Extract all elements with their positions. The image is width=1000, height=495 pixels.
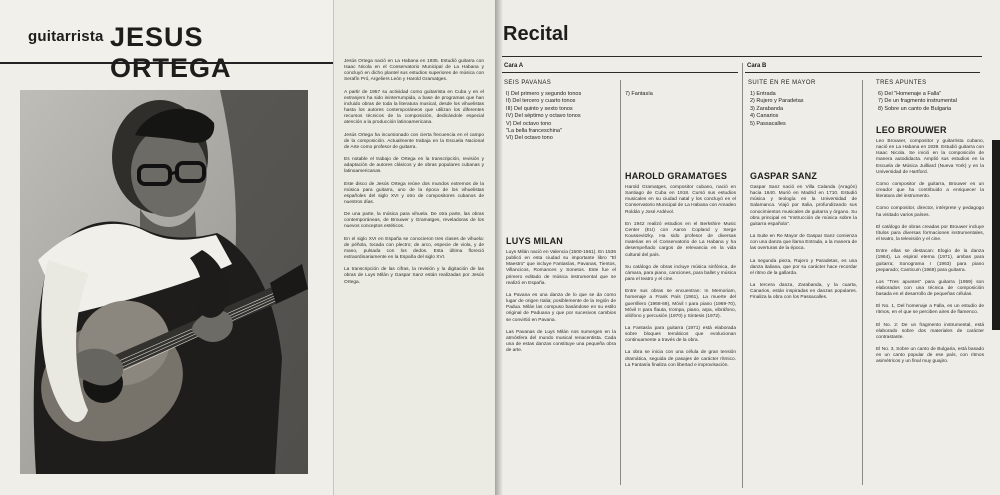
gaspar-paragraph-2: La Suite en Re Mayor de Gaspar Sanz comienza con una danza que llama Entrada, a la manera de las overturas de la época. xyxy=(750,234,857,252)
leo-paragraph-1: Leo Brouwer, compositor y guitarrista cubano, nació en La Habana en 1939. Estudió guitarra con Isaac Nicola. Se inició en la composición de manera autodidacta. Amplió sus estudios en la Escuela de Música Juilliard (Nueva York) y en la Universidad de Hartford. xyxy=(876,139,984,175)
gaspar-sanz-heading: GASPAR SANZ xyxy=(750,171,818,181)
track-b-4: 4) Canarios xyxy=(750,113,779,120)
track-a-2: II) Del tercero y cuarto tonos xyxy=(506,98,576,105)
gaspar-paragraph-1: Gaspar Sanz nació en Villa Calanda (Aragón) hacia 1640. Murió en Madrid en 1710. Estudió música y teología en la Universidad de Salamanca. Viajó por Italia, profundizando sus conocimientos musicales de guitarra y órgano. Su obra principal es "Instrucción de música sobre la guitarra española". xyxy=(750,185,857,227)
track-a-6: VI) Del octavo tono xyxy=(506,135,553,142)
track-b-3: 3) Zarabanda xyxy=(750,105,784,112)
track-a-7: 7) Fantasía xyxy=(625,91,653,97)
gaspar-paragraph-3: La segunda pieza, Rujero y Paradetas, es una danza italiana, que por su carácter hace recordar el ritmo de la gallarda. xyxy=(750,258,857,276)
side-b-suite: SUITE EN RE MAYOR xyxy=(748,80,816,86)
gaspar-paragraph-4: La tercera danza, Zarabanda, y la cuarta, Canarios, están inspiradas en danzas populares. Finaliza la obra con los Passacalles. xyxy=(750,283,857,301)
biography-paragraph-1: Jesús Ortega nació en La Habana en 1935. Estudió guitarra con Isaac Nicola en el Conservatorio Municipal de La Habana y concluyó en dicho plantel sus estudios superiores de música con Serafín Pró, Argeliers León y Harold Gramatges. xyxy=(344,59,484,83)
biography-paragraph-3: Jesús Ortega ha incursionado con cierta frecuencia en el campo de la composición. Actualmente trabaja en la Escuela Nacional de Arte como profesor de guitarra. xyxy=(344,132,484,150)
track-b-5: 5) Passacalles xyxy=(750,120,786,127)
harold-paragraph-4: Entre sus obras se encuentran: In Memoriam, homenaje a Frank País (1961), La muerte del guerrillero (1968-69), Móvil I para piano (1969-70), Móvil II para flauta, trompa, piano, arpa, vibráfono, xilófono y percusión (1970) y Sintesis (1972). xyxy=(625,289,736,319)
binding-clip xyxy=(992,140,1000,330)
track-a-3: III) Del quinto y sexto tonos xyxy=(506,105,573,112)
cover-subtitle: guitarrista xyxy=(28,28,104,45)
side-b-label: Cara B xyxy=(747,63,767,69)
side-a-rule xyxy=(502,72,738,73)
side-a-suite: SEIS PAVANAS xyxy=(504,80,552,86)
guitarist-illustration xyxy=(20,90,308,474)
leo-paragraph-4: El catálogo de obras creadas por Brouwer incluye títulos para diversas formaciones instrumentales, el teatro, la televisión y el cine. xyxy=(876,224,984,243)
track-b-1: 1) Entrada xyxy=(750,91,776,97)
gaspar-sanz-text xyxy=(750,185,857,308)
side-a-label: Cara A xyxy=(504,63,524,69)
fold-shadow xyxy=(495,0,503,495)
biography-paragraph-8: La transcripción de las cifras, la revisión y la digitación de las obras de Luys Milán y Gaspar Sanz están realizadas por Jesús Ortega. xyxy=(344,267,484,285)
track-b-8: 8) Sobre un canto de Bulgaria xyxy=(878,105,952,112)
biography-paragraph-2: A partir de 1957 su actividad como guitarrista en Cuba y en el extranjero ha sido ininterrumpida, a base de programas que han incluido obras de toda la literatura musical, desde los vihuelistas hasta los autores contemporáneos que utilizan los diferentes recursos técnicos de la composición, dedicándole especial atención a la producción latinoamericana. xyxy=(344,89,484,126)
side-divider xyxy=(742,63,743,488)
side-b-track-list xyxy=(750,91,804,128)
leo-paragraph-5: Entre ellas se destacan: Elogio de la danza (1964), La espiral eterna (1971), ambas para guitarra; Sonograma I (1963) para piano preparado; Canticum (1968) para guitarra. xyxy=(876,249,984,273)
harold-gramatges-text xyxy=(625,185,736,375)
side-a-track-list xyxy=(506,91,618,143)
leo-paragraph-9: El No. 3, Sobre un canto de Bulgaria, está basado en un canto popular de ese país, con ritmos asimétricos y un final muy guajiro. xyxy=(876,347,984,365)
header-rule xyxy=(502,56,982,57)
track-a-5: V) Del octavo tono xyxy=(506,120,552,127)
biography-paragraph-5: Este disco de Jesús Ortega reúne dos mundos extremos de la música para guitarra, uno de la época de los vihuelistas españoles del siglo XVI y otro de compositores cubanos de nuestros días. xyxy=(344,181,484,205)
biography-paragraph-7: En el siglo XVI en España se conocieron tres clases de vihuela: de péñola, tocada con plectro; de arco, especie de viola, y de mano, pulsada con los dedos. Esta última floreció extraordinariamente en la España del siglo XVI. xyxy=(344,236,484,261)
leo-paragraph-3: Como compositor, director, intérprete y pedagogo ha visitado varios países. xyxy=(876,206,984,218)
luys-milan-text xyxy=(506,250,616,360)
luys-milan-paragraph-1: Luys Milán nació en Valencia (1500-1561). En 1536 publicó en esta ciudad su importante libro "El Maestro" que incluye Fantasías, Pavanas, Tientos, Villancicos, Romances y Sonetos. Este fue el primero editado de música instrumental que se realizó en España. xyxy=(506,250,616,286)
luys-milan-paragraph-3: Las Pavanas de Luys Milán nos sumergen en la atmósfera del mundo musical renacentista. Cada una de estas danzas constituye una pequeña obra de arte. xyxy=(506,329,616,354)
side-a-column-divider xyxy=(620,80,621,485)
leo-brouwer-text xyxy=(876,139,984,372)
track-b-2: 2) Rujero y Paradetas xyxy=(750,98,804,105)
side-b-rule xyxy=(745,72,980,73)
cover-header xyxy=(0,0,333,83)
harold-paragraph-5: La Fantasía para guitarra (1971) está elaborada sobre bloques temáticos que evolucionan continuamente a través de la obra. xyxy=(625,325,736,344)
guitarist-photo xyxy=(20,90,308,474)
biography-paragraph-6: De una parte, la música para vihuela. De otra parte, las obras contemporáneas, de Brouwer y Gramatges, reveladoras de los nuevos conceptos estéticos. xyxy=(344,212,484,230)
front-cover xyxy=(0,0,333,495)
luys-milan-paragraph-2: La Pavana es una danza de lo que se da como lugar de origen Italia; posiblemente de la región de Padua. Milán las compuso basándose en su estilo original de Paduana y que por sucesivos cambios se convirtió en Pavana. xyxy=(506,292,616,323)
side-b-column-divider xyxy=(862,80,863,485)
luys-milan-heading: LUYS MILAN xyxy=(506,236,563,246)
track-a-1: I) Del primero y segundo tonos xyxy=(506,91,582,97)
recital-title: Recital xyxy=(503,23,569,45)
track-a-5-subtitle: "La bella franceschina" xyxy=(506,128,562,135)
harold-paragraph-1: Harold Gramatges, compositor cubano, nació en Santiago de Cuba en 1918. Cursó sus estudios musicales en su ciudad natal y los concluyó en el Conservatorio Municipal de La Habana con Amadeo Roldán y José Ardévol. xyxy=(625,185,736,215)
track-b-7: 7) De un fragmento instrumental xyxy=(878,98,957,105)
harold-paragraph-3: Su catálogo de obras incluye música sinfónica, de cámara, para piano, canciones, para ballet y música para el teatro y el cine. xyxy=(625,264,736,283)
leo-paragraph-2: Como compositor de guitarra, Brouwer es un creador que ha contribuido a enriquecer la literatura del instrumento. xyxy=(876,181,984,200)
track-a-4: IV) Del séptimo y octavo tonos xyxy=(506,113,581,120)
biography-paragraph-4: Es notable el trabajo de Ortega en la transcripción, revisión y adaptación de autores clásicos y de obras populares cubanas y latinoamericanas. xyxy=(344,157,484,175)
side-a-extra-track xyxy=(625,91,653,98)
harold-paragraph-2: En 1942 realizó estudios en el Berkshire Music Center (EU) con Aaron Copland y Serge Koussevitzky. Ha sido profesor de diversas materias en el Conservatorio de La Habana y ha desempeñado cargos de relevancia en la vida cultural del país. xyxy=(625,221,736,258)
track-b-6: 6) Del "Homenaje a Falla" xyxy=(878,91,942,97)
cover-title: JESUS ORTEGA xyxy=(110,22,232,83)
leo-paragraph-7: El No. 1, Del homenaje a Falla, es un estudio de ritmos, en el que se perciben aires de flamenco. xyxy=(876,304,984,316)
harold-gramatges-heading: HAROLD GRAMATGES xyxy=(625,171,728,181)
biography-panel xyxy=(333,0,495,495)
biography-text xyxy=(344,59,484,292)
side-b-secondary-track-list xyxy=(878,91,957,113)
harold-paragraph-6: La obra se inicia con una célula de gran tensión dramática, seguida de pasajes de carácter rítmico. La Fantasía finaliza con libertad e improvisación. xyxy=(625,350,736,368)
leo-paragraph-8: El No. 2: De un fragmento instrumental, está elaborado sobre dos materiales de carácter contrastante. xyxy=(876,322,984,340)
side-b-secondary-suite: TRES APUNTES xyxy=(876,80,927,86)
leo-brouwer-heading: LEO BROUWER xyxy=(876,125,947,135)
leo-paragraph-6: Los "Tres apuntes" para guitarra (1959) son elaborados con una técnica de composición basada en el desarrollo de pequeñas células. xyxy=(876,279,984,298)
